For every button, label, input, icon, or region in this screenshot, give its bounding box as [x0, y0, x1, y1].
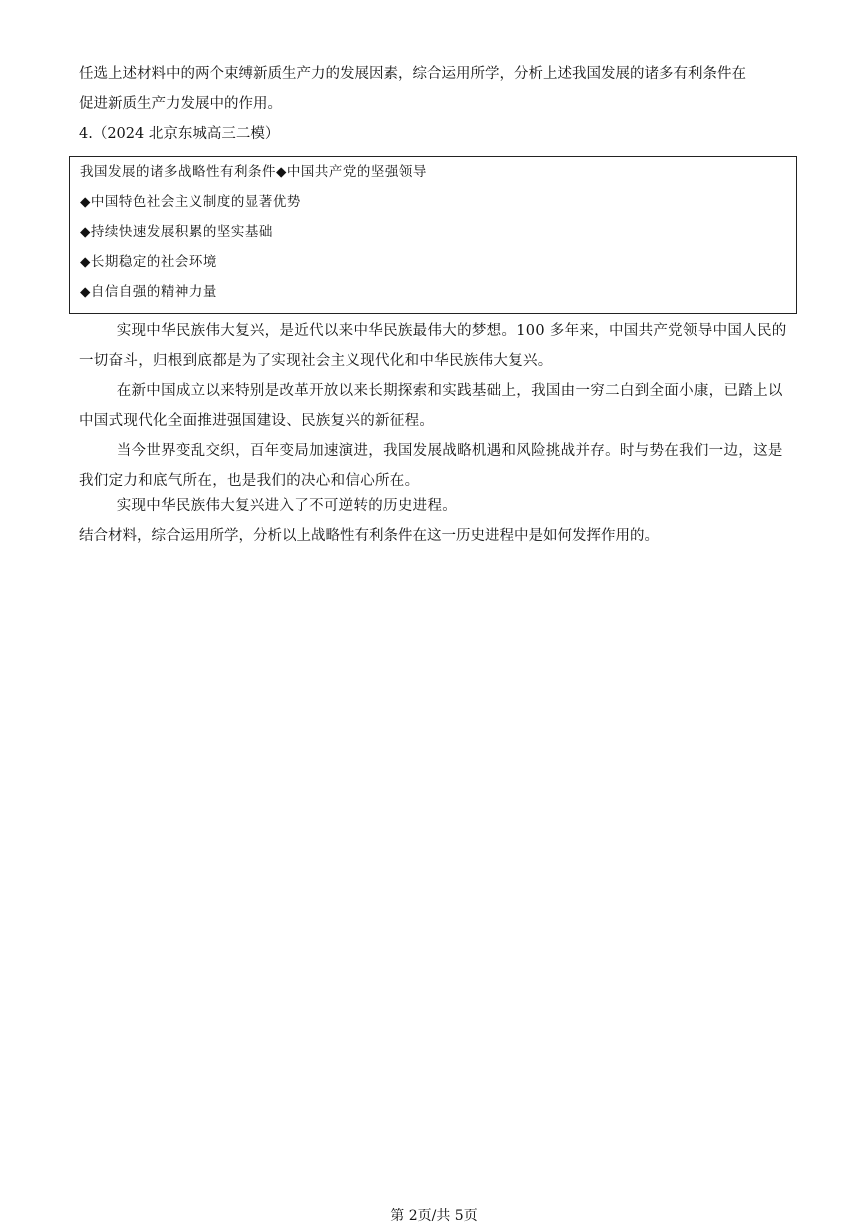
question-number-label: 4.（2024 北京东城高三二模） — [79, 126, 280, 142]
material-box-item: ◆持续快速发展积累的坚实基础 — [80, 224, 273, 240]
material-paragraph: 当今世界变乱交织，百年变局加速演进，我国发展战略机遇和风险挑战并存。时与势在我们一边，这是我们定力和底气所在，也是我们的决心和信心所在。 — [79, 443, 783, 489]
question-text-line: 促进新质生产力发展中的作用。 — [79, 96, 282, 112]
material-paragraph: 在新中国成立以来特别是改革开放以来长期探索和实践基础上，我国由一穷二白到全面小康，已踏上以中国式现代化全面推进强国建设、民族复兴的新征程。 — [79, 383, 783, 429]
material-box-item: ◆长期稳定的社会环境 — [80, 254, 217, 270]
question-prompt: 结合材料，综合运用所学，分析以上战略性有利条件在这一历史进程中是如何发挥作用的。 — [79, 528, 659, 544]
material-paragraph: 实现中华民族伟大复兴进入了不可逆转的历史进程。 — [116, 498, 458, 514]
page-number: 第 2页/共 5页 — [390, 1208, 478, 1224]
material-box-item: ◆中国特色社会主义制度的显著优势 — [80, 194, 301, 210]
material-paragraph: 实现中华民族伟大复兴，是近代以来中华民族最伟大的梦想。100 多年来，中国共产党领导中国人民的一切奋斗，归根到底都是为了实现社会主义现代化和中华民族伟大复兴。 — [79, 323, 787, 369]
material-box — [69, 156, 797, 314]
material-box-item: ◆自信自强的精神力量 — [80, 284, 217, 300]
question-text-line: 任选上述材料中的两个束缚新质生产力的发展因素，综合运用所学，分析上述我国发展的诸多有利条件在 — [79, 66, 746, 82]
material-box-item: 我国发展的诸多战略性有利条件◆中国共产党的坚强领导 — [80, 164, 427, 180]
